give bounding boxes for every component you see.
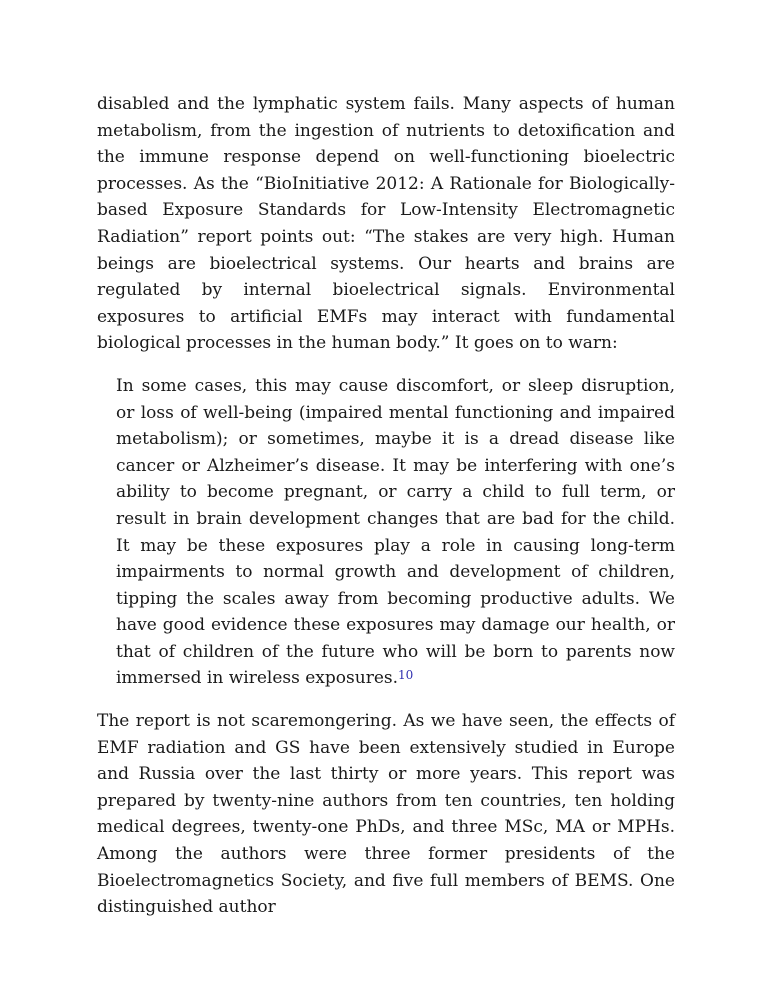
block-quote-text: In some cases, this may cause discomfort, or sleep disruption, or loss of well-being (impaired mental functioning and impaired metabolism); or sometimes, maybe it is a dread disease like cancer or Alzheimer’s disease. It may be interfering with one’s ability to become pregnant, or carry a child to full term, or result in brain development changes that are bad for the child. It may be these exposures play a role in causing long-term impairments to normal growth and development of children, tipping the scales away from becoming productive adults. We have good evidence these exposures may damage our health, or that of children of the future who will be born to parents now immersed in wireless exposures. <box>116 375 675 689</box>
body-paragraph: disabled and the lymphatic system fails. Many aspects of human metabolism, from the ingestion of nutrients to detoxification and the immune response depend on well-functioning bioelectric processes. As the “BioInitiative 2012: A Rationale for Biologically-based Exposure Standards for Low-Intensity Electromagnetic Radiation” report points out: “The stakes are very high. Human beings are bioelectrical systems. Our hearts and brains are regulated by internal bioelectrical signals. Environmental exposures to artificial EMFs may interact with fundamental biological processes in the human body.” It goes on to warn: <box>97 94 675 354</box>
document-page <box>97 91 675 921</box>
footnote-link[interactable]: 10 <box>398 668 414 683</box>
block-quote <box>116 373 675 692</box>
body-paragraph: The report is not scaremongering. As we have seen, the effects of EMF radiation and GS have been extensively studied in Europe and Russia over the last thirty or more years. This report was prepared by twenty-nine authors from ten countries, ten holding medical degrees, twenty-one PhDs, and three MSc, MA or MPHs. Among the authors were three former presidents of the Bioelectromagnetics Society, and five full members of BEMS. One distinguished author <box>97 711 675 918</box>
